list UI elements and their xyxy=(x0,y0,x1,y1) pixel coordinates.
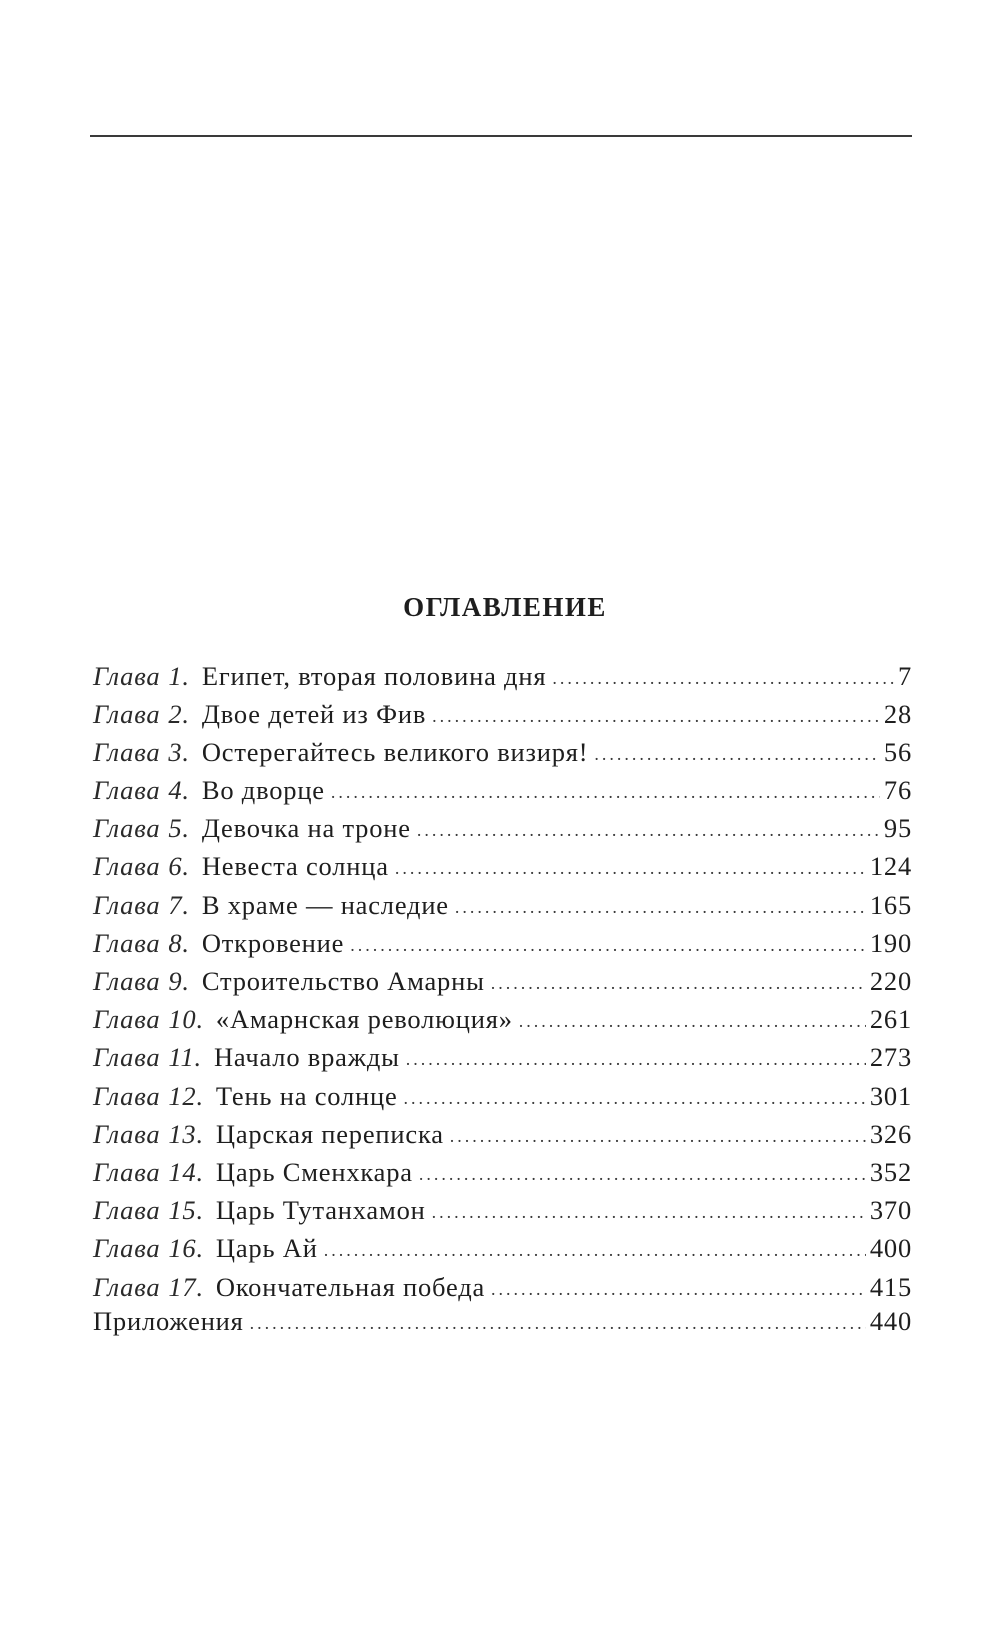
chapter-number: 5. xyxy=(168,813,190,844)
chapter-label: Глава xyxy=(93,851,161,882)
chapter-title: Невеста солнца xyxy=(201,851,389,882)
chapter-page: 273 xyxy=(869,1042,912,1073)
page-title: ОГЛАВЛЕНИЕ xyxy=(403,592,607,622)
dot-leader xyxy=(395,849,866,876)
chapter-label: Глава xyxy=(93,889,161,920)
chapter-title: В храме — наследие xyxy=(201,889,449,920)
dot-leader xyxy=(350,925,866,952)
dot-leader xyxy=(450,1116,866,1143)
chapter-title: Царь Ай xyxy=(215,1233,318,1264)
chapter-number: 3. xyxy=(168,736,190,767)
dot-leader xyxy=(432,1193,866,1220)
dot-leader xyxy=(417,811,880,838)
chapter-label: Глава xyxy=(93,966,161,996)
chapter-number: 11. xyxy=(168,1042,202,1073)
chapter-page: 261 xyxy=(869,1004,912,1035)
chapter-page: 301 xyxy=(869,1080,912,1111)
dot-leader xyxy=(491,1269,866,1296)
toc-entry xyxy=(93,925,912,963)
chapter-page: 95 xyxy=(883,813,912,844)
chapter-label: Глава xyxy=(93,1271,161,1302)
chapter-label: Глава xyxy=(93,1118,161,1149)
chapter-number: 9. xyxy=(168,966,190,996)
chapter-number: 4. xyxy=(168,775,190,806)
chapter-title: Царь Тутанхамон xyxy=(215,1195,426,1226)
chapter-number: 16. xyxy=(168,1233,204,1264)
chapter-title: Египет, вторая половина дня xyxy=(201,660,547,691)
table-of-contents xyxy=(93,658,912,1307)
toc-entry xyxy=(93,734,912,772)
chapter-page: 220 xyxy=(869,966,912,996)
toc-entry xyxy=(93,1193,912,1231)
chapter-label: Глава xyxy=(93,736,161,767)
toc-entry xyxy=(93,887,912,925)
dot-leader xyxy=(491,964,866,991)
chapter-number: 12. xyxy=(168,1080,204,1111)
chapter-label: Глава xyxy=(93,1233,161,1264)
toc-entry xyxy=(93,1269,912,1307)
toc-entry xyxy=(93,811,912,849)
chapter-number: 2. xyxy=(168,698,190,729)
chapter-title: Царь Сменхкара xyxy=(215,1156,413,1187)
chapter-title: «Амарнская революция» xyxy=(215,1004,513,1035)
toc-appendix-row xyxy=(93,1303,912,1337)
toc-entry xyxy=(93,1002,912,1040)
chapter-page: 76 xyxy=(883,775,912,806)
chapter-label: Глава xyxy=(93,1042,161,1073)
chapter-number: 13. xyxy=(168,1118,204,1149)
toc-entry xyxy=(93,1116,912,1154)
chapter-title: Строительство Амарны xyxy=(201,966,485,996)
chapter-page: 326 xyxy=(869,1118,912,1149)
chapter-number: 7. xyxy=(168,889,190,920)
chapter-number: 15. xyxy=(168,1195,204,1226)
toc-entry xyxy=(93,1231,912,1269)
chapter-title: Начало вражды xyxy=(213,1042,400,1073)
chapter-page: 7 xyxy=(897,660,912,691)
chapter-title: Тень на солнце xyxy=(215,1080,398,1111)
toc-entry xyxy=(93,1078,912,1116)
dot-leader xyxy=(519,1002,866,1029)
chapter-number: 10. xyxy=(168,1004,204,1035)
chapter-title: Окончательная победа xyxy=(215,1271,486,1302)
toc-entry xyxy=(93,658,912,696)
chapter-page: 415 xyxy=(869,1271,912,1302)
dot-leader xyxy=(404,1078,866,1105)
dot-leader xyxy=(455,887,866,914)
dot-leader xyxy=(406,1040,866,1067)
chapter-page: 165 xyxy=(869,889,912,920)
chapter-label: Глава xyxy=(93,1004,161,1035)
chapter-page: 400 xyxy=(869,1233,912,1264)
chapter-label: Глава xyxy=(93,1080,161,1111)
chapter-page: 352 xyxy=(869,1156,912,1187)
chapter-label: Глава xyxy=(93,927,161,958)
toc-entry xyxy=(93,1040,912,1078)
toc-entry xyxy=(93,849,912,887)
chapter-number: 1. xyxy=(168,660,190,691)
chapter-label: Глава xyxy=(93,1195,161,1226)
header-rule xyxy=(90,135,912,137)
chapter-label: Глава xyxy=(93,813,161,844)
chapter-page: 28 xyxy=(883,698,912,729)
dot-leader xyxy=(419,1154,866,1181)
chapter-number: 14. xyxy=(168,1156,204,1187)
chapter-page: 190 xyxy=(869,927,912,958)
dot-leader xyxy=(324,1231,866,1258)
dot-leader xyxy=(432,696,880,723)
chapter-label: Глава xyxy=(93,698,161,729)
chapter-number: 8. xyxy=(168,927,190,958)
dot-leader xyxy=(331,773,880,800)
chapter-page: 124 xyxy=(869,851,912,882)
chapter-title: Откровение xyxy=(201,927,345,958)
chapter-title: Двое детей из Фив xyxy=(201,698,427,729)
toc-entry xyxy=(93,696,912,734)
chapter-page: 56 xyxy=(883,736,912,767)
chapter-page: 370 xyxy=(869,1195,912,1226)
chapter-label: Глава xyxy=(93,660,161,691)
chapter-title: Царская переписка xyxy=(215,1118,444,1149)
dot-leader xyxy=(552,658,894,685)
appendix-page: 440 xyxy=(869,1305,912,1336)
toc-entry xyxy=(93,773,912,811)
chapter-title: Остерегайтесь великого визиря! xyxy=(201,736,589,767)
chapter-label: Глава xyxy=(93,1156,161,1187)
chapter-number: 17. xyxy=(168,1271,204,1302)
dot-leader xyxy=(250,1303,866,1330)
toc-entry xyxy=(93,1154,912,1192)
chapter-title: Во дворце xyxy=(201,775,325,806)
chapter-title: Девочка на троне xyxy=(201,813,411,844)
dot-leader xyxy=(594,734,879,761)
toc-entry xyxy=(93,964,912,1002)
chapter-number: 6. xyxy=(168,851,190,882)
chapter-label: Глава xyxy=(93,775,161,806)
appendix-title: Приложения xyxy=(93,1305,244,1336)
